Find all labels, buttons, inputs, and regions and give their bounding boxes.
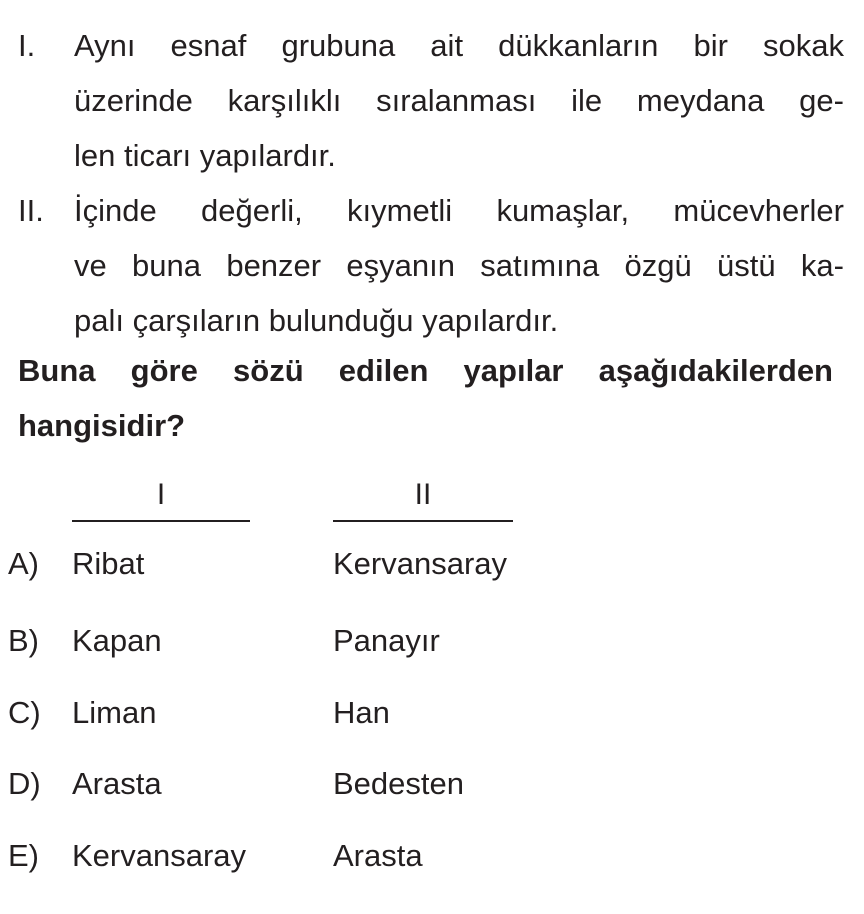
column-rule-1 (72, 520, 250, 522)
question-line: Buna göre sözü edilen yapılar aşağıdakilerden (18, 353, 833, 388)
statement-line: üzerinde karşılıklı sıralanması ile meydana ge- (74, 83, 844, 118)
option-col1: Kapan (72, 623, 162, 658)
statement-line: palı çarşıların bulunduğu yapılardır. (74, 303, 559, 338)
option-letter: E) (8, 838, 39, 873)
option-col1: Kervansaray (72, 838, 247, 873)
statement-text (74, 183, 844, 348)
answer-option-a[interactable] (0, 542, 864, 586)
statement-number: II. (18, 193, 44, 228)
option-col2: Bedesten (333, 766, 464, 801)
statement-text (74, 18, 844, 183)
answer-option-d[interactable] (0, 762, 864, 806)
answer-option-c[interactable] (0, 691, 864, 735)
statement-line: İçinde değerli, kıymetli kumaşlar, mücevherler (74, 193, 844, 228)
question-line: hangisidir? (18, 408, 186, 443)
answer-option-e[interactable] (0, 834, 864, 878)
statement-1 (18, 18, 844, 183)
option-letter: C) (8, 695, 41, 730)
statement-line: ve buna benzer eşyanın satımına özgü üstü ka- (74, 248, 844, 283)
option-col2: Panayır (333, 623, 440, 658)
option-col1: Arasta (72, 766, 162, 801)
column-rule-2 (333, 520, 513, 522)
option-letter: A) (8, 546, 39, 581)
statement-number: I. (18, 28, 36, 63)
column-header-2: II (414, 478, 432, 511)
column-header-1: I (156, 478, 166, 511)
statement-line: len ticarı yapılardır. (74, 138, 336, 173)
option-col1: Ribat (72, 546, 145, 581)
option-col2: Arasta (333, 838, 423, 873)
statement-2 (18, 183, 844, 348)
option-col1: Liman (72, 695, 157, 730)
option-letter: B) (8, 623, 39, 658)
answer-option-b[interactable] (0, 619, 864, 663)
option-col2: Han (333, 695, 390, 730)
option-letter: D) (8, 766, 41, 801)
statement-line: Aynı esnaf grubuna ait dükkanların bir sokak (74, 28, 844, 63)
option-col2: Kervansaray (333, 546, 508, 581)
question-text (18, 343, 833, 453)
